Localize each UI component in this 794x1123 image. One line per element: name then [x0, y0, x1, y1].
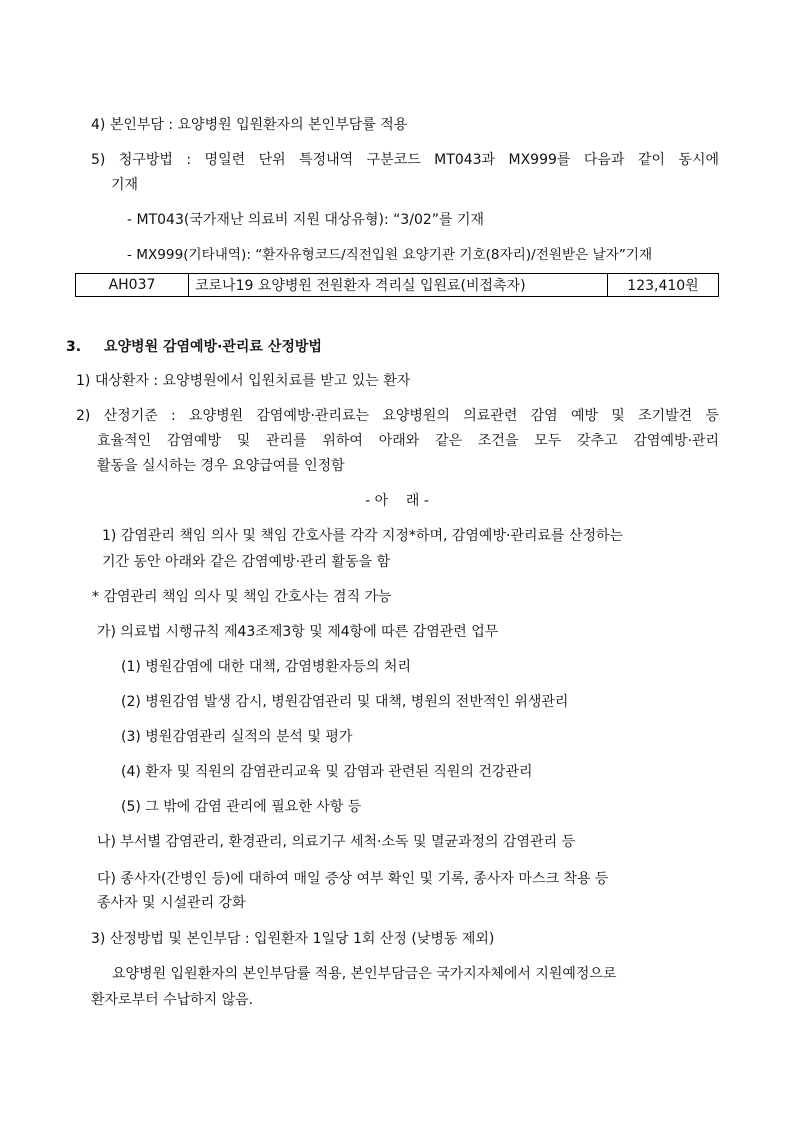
table-row: [76, 274, 719, 297]
burden-line-1: 요양병원 입원환자의 본인부담률 적용, 본인부담금은 국가지자체에서 지원예정으로: [112, 966, 617, 982]
mx999-instruction: - MX999(기타내역): “환자유형코드/직전입원 요양기관 기호(8자리)/전원받은 날자”기재: [127, 247, 653, 263]
target-patients: 1) 대상환자 : 요양병원에서 입원치료를 받고 있는 환자: [76, 373, 411, 389]
ga-item-4: (4) 환자 및 직원의 감염관리교육 및 감염과 관련된 직원의 건강관리: [121, 764, 533, 780]
below-marker: - 아 래 -: [365, 493, 429, 509]
item-na: 나) 부서별 감염관리, 환경관리, 의료기구 세척·소독 및 멸균과정의 감염관리 등: [97, 834, 576, 850]
item-5-claim-method: 5) 청구방법 : 명일련 단위 특정내역 구분코드 MT043과 MX999를 다음과 같이 동시에: [91, 152, 719, 168]
criteria-line-1: 2) 산정기준 : 요양병원 감염예방·관리료는 요양병원의 의료관련 감염 예방 및 조기발견 등: [76, 408, 719, 424]
burden-line-2: 환자로부터 수납하지 않음.: [91, 992, 254, 1008]
item-da-line-2: 종사자 및 시설관리 강화: [97, 895, 246, 911]
calculation-method: 3) 산정방법 및 본인부담 : 입원환자 1일당 1회 산정 (낮병동 제외): [91, 931, 495, 947]
ga-item-1: (1) 병원감염에 대한 대책, 감염병환자등의 처리: [121, 659, 411, 675]
ga-item-2: (2) 병원감염 발생 감시, 병원감염관리 및 대책, 병원의 전반적인 위생관리: [121, 694, 569, 710]
criteria-line-3: 활동을 실시하는 경우 요양급여를 인정함: [97, 458, 345, 474]
ga-item-5: (5) 그 밖에 감염 관리에 필요한 사항 등: [121, 799, 362, 815]
section-3-heading: 요양병원 감염예방·관리료 산정방법: [104, 339, 322, 355]
fee-name: 코로나19 요양병원 전원환자 격리실 입원료(비접촉자): [189, 274, 608, 297]
mt043-instruction: - MT043(국가재난 의료비 지원 대상유형): “3/02”를 기재: [127, 212, 485, 228]
condition-1-line-1: 1) 감염관리 책임 의사 및 책임 간호사를 각각 지정*하며, 감염예방·관리료를 산정하는: [102, 528, 624, 544]
criteria-line-2: 효율적인 감염예방 및 관리를 위하여 아래와 같은 조건을 모두 갖추고 감염예방·관리: [97, 433, 719, 449]
fee-table: [75, 273, 719, 297]
fee-price: 123,410원: [608, 274, 719, 297]
section-3-number: 3.: [66, 339, 82, 355]
item-ga: 가) 의료법 시행규칙 제43조제3항 및 제4항에 따른 감염관련 업무: [97, 624, 499, 640]
ga-item-3: (3) 병원감염관리 실적의 분석 및 평가: [121, 729, 353, 745]
concurrent-note: * 감염관리 책임 의사 및 책임 간호사는 겸직 가능: [92, 589, 392, 605]
fee-code: AH037: [76, 274, 189, 297]
item-da-line-1: 다) 종사자(간병인 등)에 대하여 매일 증상 여부 확인 및 기록, 종사자 마스크 착용 등: [97, 871, 609, 887]
item-4-self-payment: 4) 본인부담 : 요양병원 입원환자의 본인부담률 적용: [91, 117, 408, 133]
condition-1-line-2: 기간 동안 아래와 같은 감염예방·관리 활동을 함: [102, 554, 391, 570]
item-5-claim-method-cont: 기재: [111, 177, 139, 193]
